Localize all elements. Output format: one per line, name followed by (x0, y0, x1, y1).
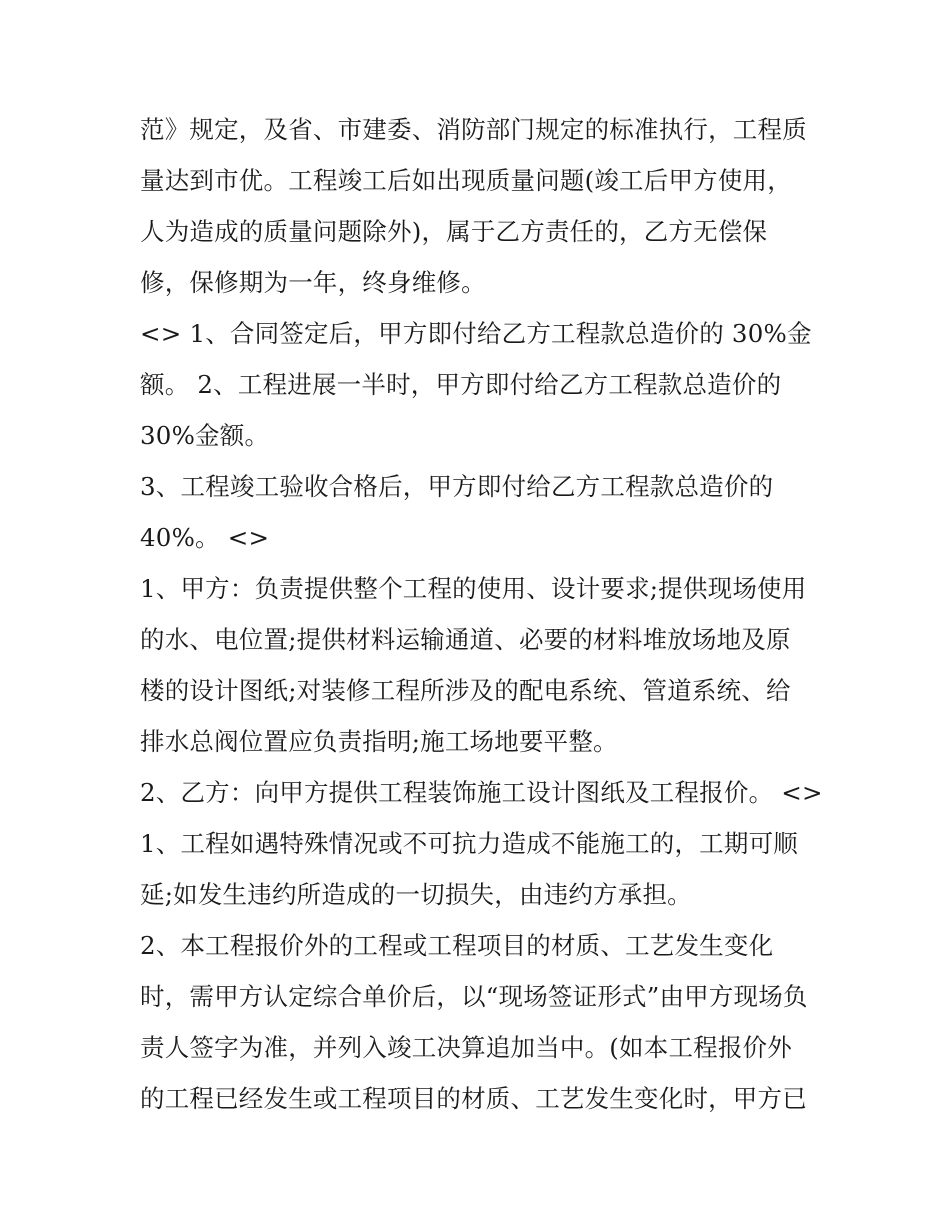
text-line: 时，需甲方认定综合单价后，以“现场签证形式”由甲方现场负 (140, 982, 808, 1011)
text-line: 额。 2、工程进展一半时，甲方即付给乙方工程款总造价的 (140, 370, 782, 399)
text-line: 排水总阀位置应负责指明;施工场地要平整。 (140, 727, 618, 756)
text-line: 范》规定，及省、市建委、消防部门规定的标准执行，工程质 (140, 115, 807, 144)
text-line: 1、甲方：负责提供整个工程的使用、设计要求;提供现场使用 (140, 574, 807, 603)
text-line: 3、工程竣工验收合格后，甲方即付给乙方工程款总造价的 (140, 472, 774, 501)
text-line: 2、本工程报价外的工程或工程项目的材质、工艺发生变化 (140, 931, 774, 960)
text-line: 的水、电位置;提供材料运输通道、必要的材料堆放场地及原 (140, 625, 791, 654)
text-line: 1、工程如遇特殊情况或不可抗力造成不能施工的，工期可顺 (140, 829, 798, 858)
text-line: 的工程已经发生或工程项目的材质、工艺发生变化时，甲方已 (140, 1084, 807, 1113)
document-body (140, 104, 830, 1124)
text-line: 2、乙方：向甲方提供工程装饰施工设计图纸及工程报价。 <> (140, 778, 823, 807)
text-line: 责人签字为准，并列入竣工决算追加当中。(如本工程报价外 (140, 1033, 792, 1062)
text-line: 30%金额。 (140, 421, 270, 450)
text-line: 人为造成的质量问题除外)，属于乙方责任的，乙方无偿保 (140, 217, 768, 246)
text-line: 延;如发生违约所造成的一切损失，由违约方承担。 (140, 880, 692, 909)
text-line: 修，保修期为一年，终身维修。 (140, 268, 486, 297)
text-line: 量达到市优。工程竣工后如出现质量问题(竣工后甲方使用， (140, 166, 792, 195)
text-line: 40%。 <> (140, 523, 270, 552)
text-line: <> 1、合同签定后，甲方即付给乙方工程款总造价的 30%金 (140, 319, 812, 348)
text-line: 楼的设计图纸;对装修工程所涉及的配电系统、管道系统、给 (140, 676, 791, 705)
